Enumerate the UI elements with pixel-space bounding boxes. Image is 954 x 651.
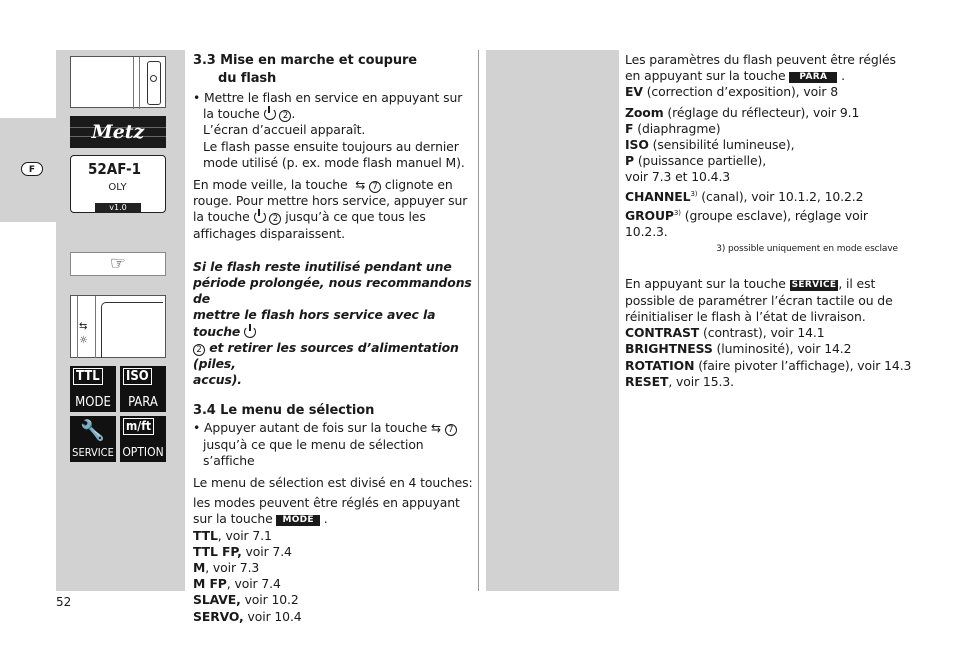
display-variant: OLY	[108, 182, 127, 193]
mode-key: MODE	[276, 515, 319, 526]
tile-option: m/ft OPTION	[120, 416, 166, 462]
para-key: PARA	[789, 72, 837, 83]
page-number: 52	[56, 595, 72, 609]
column-divider	[478, 50, 479, 591]
tile-service: 🔧 SERVICE	[70, 416, 116, 462]
flash-panel-illustration	[70, 295, 166, 358]
language-badge	[21, 162, 43, 176]
mode-item: TTL, voir 7.1	[193, 527, 272, 543]
section-heading-3-4: 3.4 Le menu de sélection	[193, 403, 375, 419]
power-icon	[254, 211, 266, 223]
light-icon: ☼	[79, 335, 88, 346]
display-model: 52AF-1	[88, 160, 141, 178]
column-left-text: 3.3 Mise en marche et coupure du flash • Mettre le flash en service en appuyant sur la touche 2 . L’écran d’accueil apparaît. Le flash passe ensuite toujours au dernier mode utilisé (p. ex. mode flash manuel M). En mode veille, la touche ⇆ 7 clignote en rouge. Pour mettre hors service, appuyer sur la touche 2 jusqu’à ce que tous les affichages disparaissent. Si le flash reste inutilisé pendant une période prolongée, nous recommandons de mettre le flash hors service avec la touche 2 et retirer les sources d’alimentation (piles, accus). 3.4 Le menu de sélection • Appuyer autant de fois sur la touche ⇆ 7 jusqu’à ce que le menu de sélection s’affiche Le menu de sélection est divisé en 4 touches: les modes peuvent être réglés en appuyant sur la touche MODE . TTL, voir 7.1 TTL FP, voir 7.4 M, voir 7.3 M FP, voir 7.4 SLAVE, voir 10.2 SERVO, voir 10.4	[193, 53, 473, 624]
service-key: SERVICE	[791, 280, 837, 291]
flash-device-illustration	[70, 56, 166, 108]
mode-item: M FP, voir 7.4	[193, 576, 281, 592]
image-column-right	[486, 50, 619, 591]
mode-item: M, voir 7.3	[193, 560, 260, 576]
tile-ttl-mode: TTL MODE	[70, 366, 116, 412]
pointing-hand-icon: ☞	[70, 252, 166, 276]
mode-item: SERVO, voir 10.4	[193, 608, 302, 624]
mode-item: TTL FP, voir 7.4	[193, 543, 292, 559]
language-letter: F	[28, 165, 36, 175]
power-icon	[244, 326, 256, 338]
wrench-icon: 🔧	[80, 418, 105, 442]
tile-iso-para: ISO PARA	[120, 366, 166, 412]
note-box: Si le flash reste inutilisé pendant une période prolongée, nous recommandons de mettre le flash hors service avec la touche 2 et retirer les sources d’alimentation (piles, accus).	[193, 258, 472, 388]
mode-arrows-icon: ⇆	[431, 421, 441, 436]
display-version: v1.0	[95, 203, 141, 212]
start-screen-display	[70, 155, 166, 213]
metz-logo: Metz	[70, 116, 166, 148]
section-heading-3-3: 3.3 Mise en marche et coupure	[193, 53, 417, 68]
mode-arrows-icon: ⇆	[79, 321, 88, 332]
power-icon	[264, 108, 276, 120]
mode-item: SLAVE, voir 10.2	[193, 592, 299, 608]
column-right-text: Les paramètres du flash peuvent être réglés en appuyant sur la touche PARA . EV (correction d’exposition), voir 8 Zoom (réglage du réflecteur), voir 9.1 F (diaphragme) ISO (sensibilité lumineuse), P (puissance partielle), voir 7.3 et 10.4.3 CHANNEL$^{3)}$ (canal), voir 10.1.2, 10.2.2 GROUP$^{3)}$ (groupe esclave), réglage voir 10.2.3. 3) possible uniquement en mode esclave En appuyant sur la touche SERVICE , il est possible de paramétrer l’écran tactile ou de réinitialiser le flash à l’état de livraison. CONTRAST (contrast), voir 14.1 BRIGHTNESS (luminosité), voir 14.2 ROTATION (faire pivoter l’affichage), voir 14.3 RESET, voir 15.3.	[625, 52, 915, 390]
mode-arrows-icon: ⇆	[355, 178, 366, 193]
power-button-icon	[150, 75, 157, 82]
footnote: 3) possible uniquement en mode esclave	[716, 244, 898, 255]
